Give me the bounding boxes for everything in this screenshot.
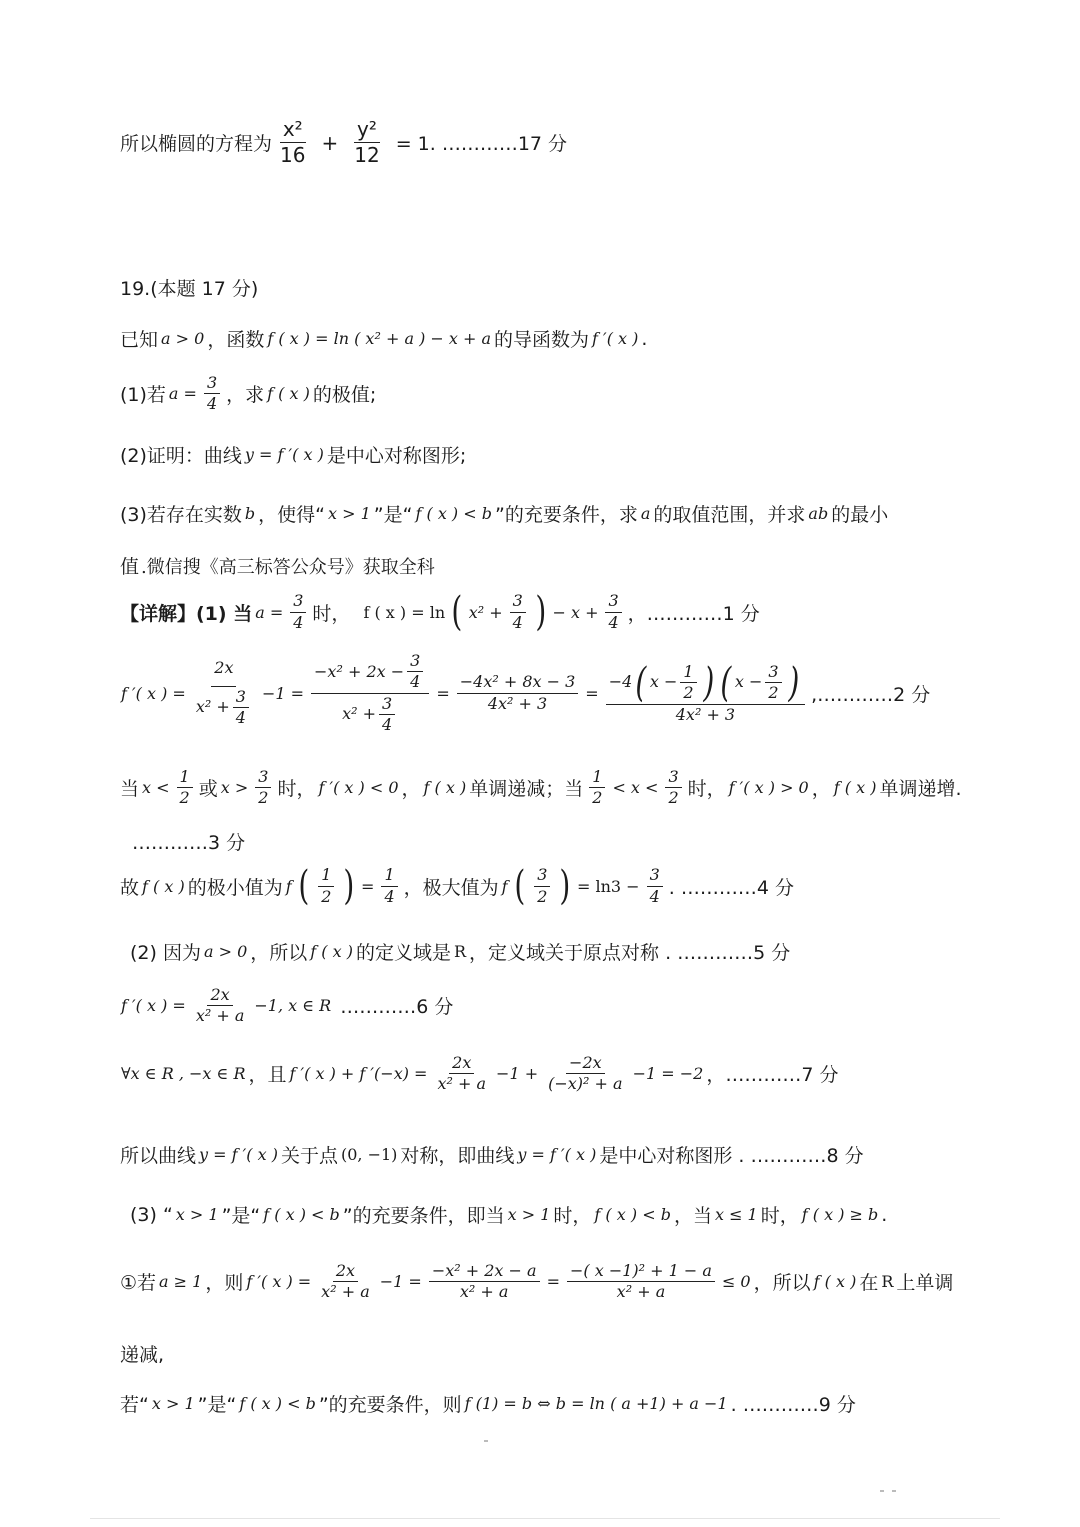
fraction: $\frac{3}{4}$ xyxy=(509,592,527,632)
ellipse-equation-line: 所以椭圆的方程为 $\frac{\text{x²}}{16}$ + $\frac{\text{y²}}{12}$ = 1. …………17 分 xyxy=(120,117,568,167)
extreme-values-line: 故 f ( x ) 的极小值为 f ( $\frac{1}{2}$ ) = $\frac{1}{4}$ ，极大值为 f ( $\frac{3}{2}$ ) = ln3 − $\frac{3}{4}$ . …………4 分 xyxy=(120,863,794,909)
symmetry-sum-line: ∀x ∈ R , −x ∈ R ，且 f ′( x ) + f ′(−x) = $\frac{2x}{\text{x² + a}}$ −1 + $\frac{-2x}{\text{(−x)² + a}}$ −1 = −2 ，…………7 分 xyxy=(121,1053,839,1094)
symmetry-conclusion: 所以曲线 y = f ′( x ) 关于点 (0, −1) 对称，即曲线 y = f ′( x ) 是中心对称图形 . …………8 分 xyxy=(120,1145,864,1167)
solution-part-2: (2) 因为 a > 0 ，所以 f ( x ) 的定义域是 R ，定义域关于原点对称 . …………5 分 xyxy=(130,942,791,964)
fraction-c: $\frac{\text{−4x² + 8x − 3}}{\text{4x² + 3}}$ xyxy=(456,673,580,713)
fraction-y2-12: $\frac{\text{y²}}{12}$ xyxy=(354,117,380,167)
part-2-question: (2)证明：曲线 y = f ′( x ) 是中心对称图形; xyxy=(120,445,467,467)
scan-speck xyxy=(880,1490,884,1492)
solution-part-1: 【详解】(1) 当 a = $\frac{3}{4}$ 时， f ( x ) = ln ( x² + $\frac{3}{4}$ ) − x + $\frac{3}{4}$ ，…………1 分 xyxy=(120,589,760,635)
fraction: $\frac{3}{4}$ xyxy=(646,866,664,906)
fraction-b: −x² + 2x − $\frac{3}{4}$ x² + $\frac{3}{4}$ xyxy=(310,652,430,735)
question-title: 19.(本题 17 分) xyxy=(120,278,259,300)
fraction: $\frac{1}{2}$ xyxy=(588,768,606,808)
fraction: $\frac{3}{2}$ xyxy=(533,866,551,906)
fraction: $\frac{3}{4}$ xyxy=(289,592,307,632)
part-3-question-cont: 值 .微信搜《高三标答公众号》获取全科 xyxy=(120,552,435,579)
fraction-d: −4 ( x − $\frac{1}{2}$ ) ( x − $\frac{3}{2}$ ) 4x² + 3 xyxy=(605,663,806,724)
case-a-ge-1: ①若 a ≥ 1 ，则 f ′( x ) = $\frac{2x}{\text{x² + a}}$ −1 = $\frac{\text{−x² + 2x − a}}{\text{x² + a}}$ = $\frac{\text{−( x −1)² + 1 − a}}{\text{x² + a}}$ ≤ 0 ，所以 f ( x ) 在 R 上单调 xyxy=(120,1261,954,1302)
fraction: $\frac{3}{2}$ xyxy=(254,768,272,808)
fraction: $\frac{-2x}{\text{(−x)² + a}}$ xyxy=(548,1053,623,1094)
fraction: $\frac{2x}{\text{x² + a}}$ xyxy=(195,985,245,1026)
page-bottom-rule xyxy=(90,1518,1000,1519)
fraction: $\frac{2x}{\text{x² + a}}$ xyxy=(321,1261,370,1302)
watermark-text: .微信搜《高三标答公众号》获取全科 xyxy=(141,556,435,578)
part-1-question: (1)若 a = $\frac{3}{4}$ ，求 f ( x ) 的极值; xyxy=(120,373,377,414)
derivative-computation: f ′( x ) = 2x x² + $\frac{3}{4}$ −1 = −x² + 2x − $\frac{3}{4}$ x² + $\frac{3}{4}$ = $\frac{\text{−4x² + 8x − 3}}{\text{4x² + 3}}$ = −4 ( x − $\frac{1}{2}$ ) ( x − $\frac{3}{2}$ ) 4x² + 3 ,…………2 分 xyxy=(121,651,931,735)
derivative-simplified: f ′( x ) = $\frac{2x}{\text{x² + a}}$ −1, x ∈ R …………6 分 xyxy=(121,985,454,1026)
fraction: $\frac{1}{2}$ xyxy=(317,866,335,906)
fraction: $\frac{3}{2}$ xyxy=(664,768,682,808)
solution-part-3: (3) “ x > 1 ”是“ f ( x ) < b ”的充要条件，即当 x > 1 时， f ( x ) < b ，当 x ≤ 1 时， f ( x ) ≥ b . xyxy=(130,1203,888,1227)
part-3-question: (3)若存在实数 b ，使得“ x > 1 ”是“ f ( x ) < b ”的充要条件，求 a 的取值范围，并求 ab 的最小 xyxy=(120,504,889,526)
text: 所以椭圆的方程为 xyxy=(120,133,273,155)
scan-speck xyxy=(892,1490,896,1492)
fraction: $\frac{\text{−x² + 2x − a}}{\text{x² + a}}$ xyxy=(428,1262,541,1302)
score-line: …………3 分 xyxy=(132,832,246,854)
fraction-a: 2x x² + $\frac{3}{4}$ xyxy=(192,659,256,727)
fraction: $\frac{1}{2}$ xyxy=(176,768,194,808)
case-a-ge-1-cont: 递减, xyxy=(120,1344,165,1366)
fraction: $\frac{\text{−( x −1)² + 1 − a}}{\text{x² + a}}$ xyxy=(566,1262,716,1302)
scan-speck xyxy=(484,1440,488,1442)
fraction: $\frac{2x}{\text{x² + a}}$ xyxy=(437,1053,487,1094)
problem-statement: 已知 a > 0 ，函数 f ( x ) = ln ( x² + a ) − x + a 的导函数为 f ′( x ) . xyxy=(120,327,648,351)
score-text: = 1. …………17 分 xyxy=(395,133,568,155)
fraction: $\frac{1}{4}$ xyxy=(380,866,398,906)
monotonicity-line: 当 x < $\frac{1}{2}$ 或 x > $\frac{3}{2}$ 时， f ′( x ) < 0 ， f ( x ) 单调递减；当 $\frac{1}{2}$ < x < $\frac{3}{2}$ 时， f ′( x ) > 0 ， f ( x ) 单调递增. xyxy=(120,767,962,808)
fraction: $\frac{3}{4}$ xyxy=(203,374,221,414)
case-condition-line: 若“ x > 1 ”是“ f ( x ) < b ”的充要条件，则 f (1) = b ⇔ b = ln ( a +1) + a −1 . …………9 分 xyxy=(120,1394,856,1416)
fraction: $\frac{3}{4}$ xyxy=(604,592,622,632)
fraction-x2-16: $\frac{\text{x²}}{16}$ xyxy=(280,117,306,167)
